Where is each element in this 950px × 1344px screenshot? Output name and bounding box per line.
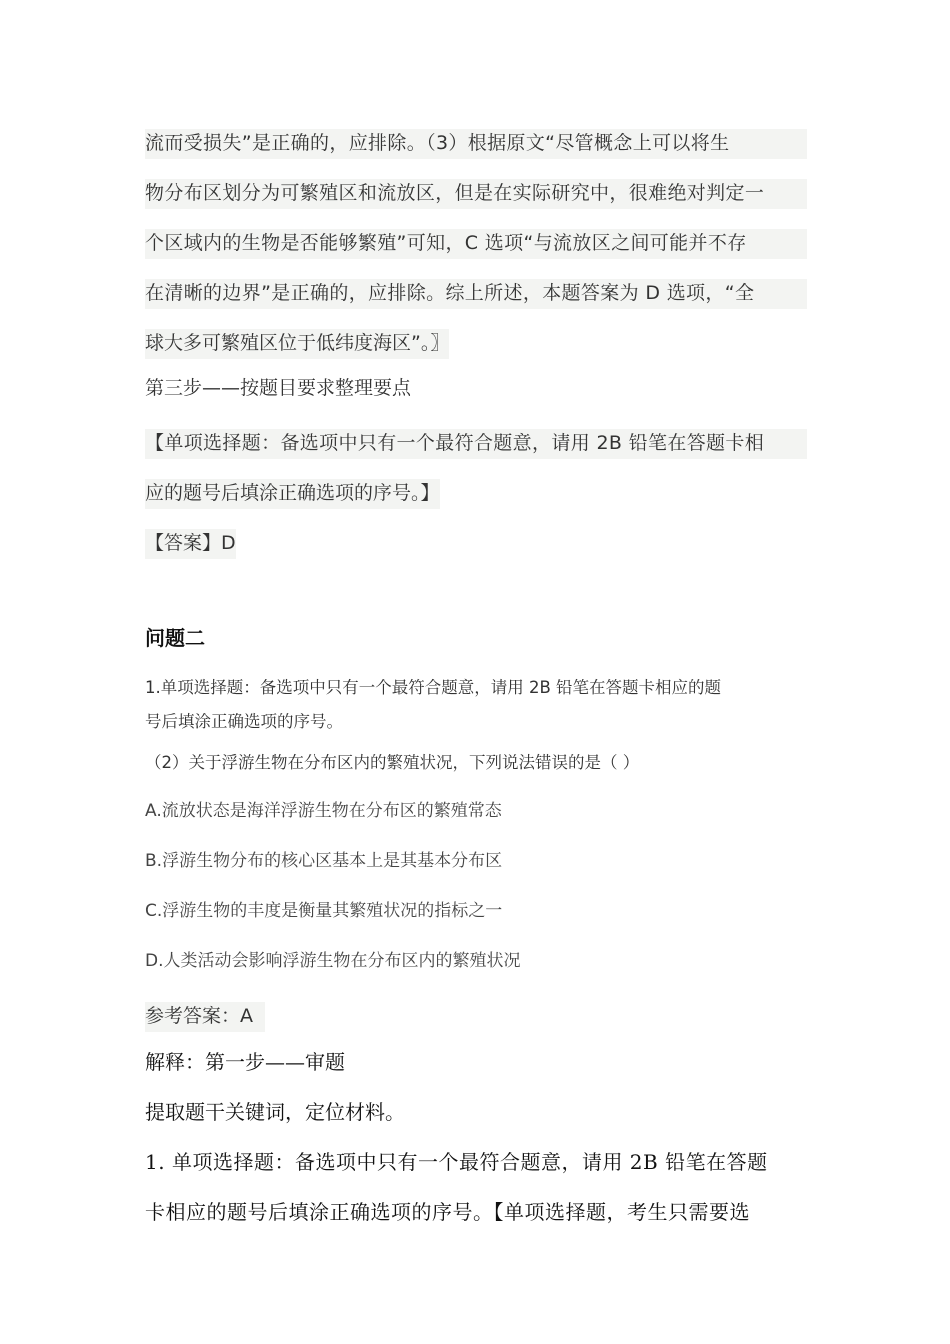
paragraph-line: 流而受损失”是正确的，应排除。（3）根据原文“尽管概念上可以将生 (145, 129, 807, 159)
explanation-line: 卡相应的题号后填涂正确选项的序号。【单项选择题，考生只需要选 (145, 1200, 750, 1224)
option-c: C.浮游生物的丰度是衡量其繁殖状况的指标之一 (145, 901, 503, 921)
paragraph-line: 个区域内的生物是否能够繁殖”可知，C 选项“与流放区之间可能并不存 (145, 229, 807, 259)
option-a: A.流放状态是海洋浮游生物在分布区的繁殖常态 (145, 801, 502, 821)
explanation-line: 1. 单项选择题：备选项中只有一个最符合题意，请用 2B 铅笔在答题 (145, 1150, 768, 1174)
paragraph-line: 【单项选择题：备选项中只有一个最符合题意，请用 2B 铅笔在答题卡相 (145, 429, 807, 459)
instruction-line: 号后填涂正确选项的序号。 (145, 712, 343, 731)
paragraph-line: 物分布区划分为可繁殖区和流放区，但是在实际研究中，很难绝对判定一 (145, 179, 807, 209)
section-heading: 问题二 (145, 626, 205, 650)
paragraph-line: 应的题号后填涂正确选项的序号。】 (145, 479, 440, 509)
step-three-heading: 第三步——按题目要求整理要点 (145, 377, 412, 399)
reference-answer: 参考答案：A (145, 1002, 265, 1032)
explanation-title: 解释：第一步——审题 (145, 1050, 345, 1074)
instruction-line: 1.单项选择题：备选项中只有一个最符合题意，请用 2B 铅笔在答题卡相应的题 (145, 678, 722, 697)
paragraph-line: 球大多可繁殖区位于低纬度海区”。〗 (145, 329, 449, 359)
option-b: B.浮游生物分布的核心区基本上是其基本分布区 (145, 851, 503, 871)
answer-label: 【答案】D (145, 529, 236, 559)
question-stem: （2）关于浮游生物在分布区内的繁殖状况，下列说法错误的是（ ） (145, 753, 640, 772)
paragraph-line: 在清晰的边界”是正确的，应排除。综上所述，本题答案为 D 选项，“全 (145, 279, 807, 309)
option-d: D.人类活动会影响浮游生物在分布区内的繁殖状况 (145, 951, 521, 971)
explanation-line: 提取题干关键词，定位材料。 (145, 1100, 405, 1124)
